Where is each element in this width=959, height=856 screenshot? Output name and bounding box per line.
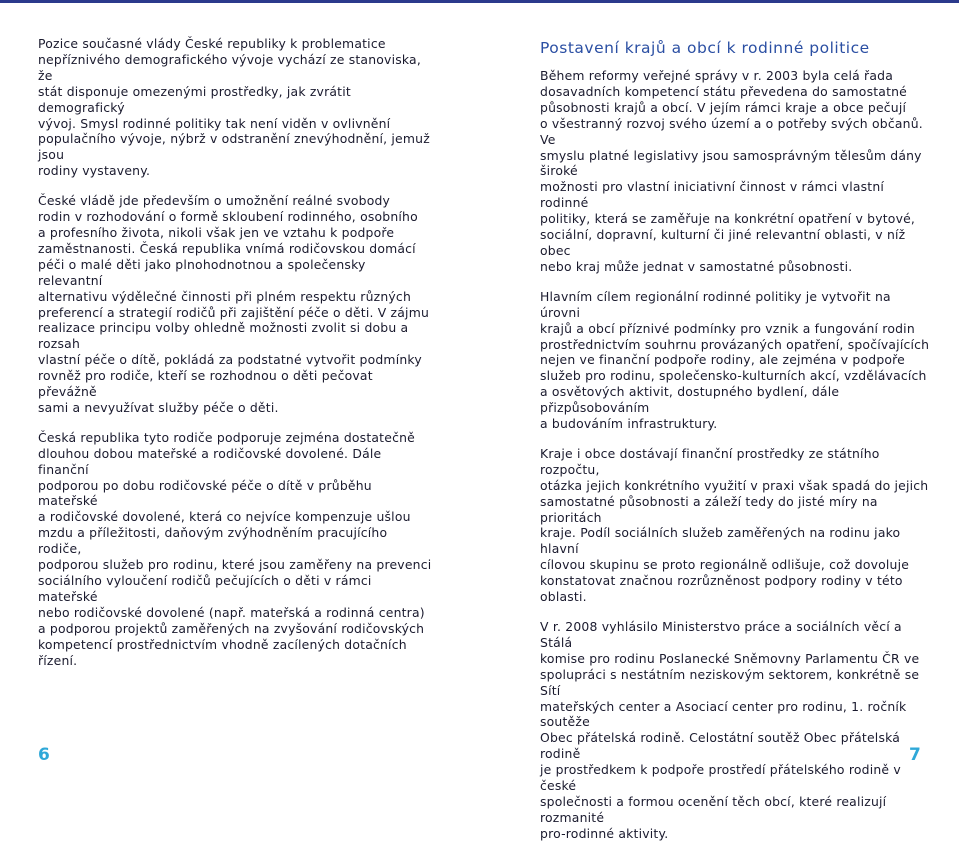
paragraph: Česká republika tyto rodiče podporuje zejména dostatečně dlouhou dobou mateřské a rodičovské dovolené. Dále finanční podporou po dobu rodičovské péče o dítě v průběhu mateřské a rodičovské dovolené, která co nejvíce kompenzuje ušlou mzdu a příležitosti, daňovým zvýhodněním pracujícího rodiče, podporou služeb pro rodinu, které jsou zaměřeny na prevenci sociálního vyloučení rodičů pečujících o děti v rámci mateřské nebo rodičovské dovolené (např. mateřská a rodinná centra) a podporou projektů zaměřených na zvyšování rodičovských kompetencí prostřednictvím vhodně zacílených dotačních řízení. bbox=[38, 429, 432, 668]
paragraph: České vládě jde především o umožnění reálné svobody rodin v rozhodování o formě skloubení rodinného, osobního a profesního života, nikoli však jen ve vztahu k podpoře zaměstnanosti. Česká republika vnímá rodičovskou domácí péči o malé děti jako plnohodnotnou a společensky relevantní alternativu výdělečné činnosti při plném respektu různých preferencí a strategií rodičů při zajištění péče o děti. V zájmu realizace principu volby ohledně možnosti zvolit si dobu a rozsah vlastní péče o dítě, pokládá za podstatné vytvořit podmínky rovněž pro rodiče, kteří se rozhodnou o děti pečovat převážně sami a nevyužívat služby péče o děti. bbox=[38, 193, 430, 415]
top-rule bbox=[0, 0, 959, 3]
page-number-right: 7 bbox=[909, 745, 921, 765]
paragraph: V r. 2008 vyhlásilo Ministerstvo práce a sociálních věcí a Stálá komise pro rodinu Poslanecké Sněmovny Parlamentu ČR ve spolupráci s nestátním neziskovým sektorem, konkrétně se Sítí mateřských center a Asociací center pro rodinu, 1. ročník soutěže Obec přátelská rodině. Celostátní soutěž Obec přátelská rodině je prostředkem k podpoře prostředí přátelského rodině v české společnosti a formou ocenění těch obcí, které realizují rozmanité pro-rodinné aktivity. bbox=[540, 619, 920, 841]
right-column bbox=[540, 38, 930, 856]
left-column bbox=[38, 36, 433, 682]
page-number-left: 6 bbox=[38, 745, 50, 765]
paragraph: Pozice současné vlády České republiky k problematice nepříznivého demografického vývoje vychází ze stanoviska, že stát disponuje omezenými prostředky, jak zvrátit demografický vývoj. Smysl rodinné politiky tak není viděn v ovlivnění populačního vývoje, nýbrž v odstranění znevýhodnění, jemuž jsou rodiny vystaveny. bbox=[38, 36, 430, 179]
paragraph: Kraje i obce dostávají finanční prostředky ze státního rozpočtu, otázka jejich konkrétního využití v praxi však spadá do jejich samostatné působnosti a záleží tedy do jisté míry na prioritách kraje. Podíl sociálních služeb zaměřených na rodinu jako hlavní cílovou skupinu se proto regionálně odlišuje, což dovoluje konstatovat značnou rozrůzněnost podpory rodiny v této oblasti. bbox=[540, 445, 929, 605]
paragraph: Hlavním cílem regionální rodinné politiky je vytvořit na úrovni krajů a obcí příznivé podmínky pro vznik a fungování rodin prostřednictvím souhrnu provázaných opatření, spočívajících nejen ve finanční podpoře rodiny, ale zejména v podpoře služeb pro rodinu, společensko-kulturních akcí, vzdělávacích a osvětových aktivit, dostupného bydlení, dále přizpůsobováním a budováním infrastruktury. bbox=[540, 288, 930, 432]
paragraph: Během reformy veřejné správy v r. 2003 byla celá řada dosavadních kompetencí státu převedena do samostatné působnosti krajů a obcí. V jejím rámci kraje a obce pečují o všestranný rozvoj svého území a o potřeby svých občanů. Ve smyslu platné legislativy jsou samosprávným tělesům dány široké možnosti pro vlastní iniciativní činnost v rámci vlastní rodinné politiky, která se zaměřuje na konkrétní opatření v bytové, sociální, dopravní, kulturní či jiné relevantní oblasti, v níž obec nebo kraj může jednat v samostatné působnosti. bbox=[540, 68, 923, 274]
section-title: Postavení krajů a obcí k rodinné politice bbox=[540, 39, 870, 57]
